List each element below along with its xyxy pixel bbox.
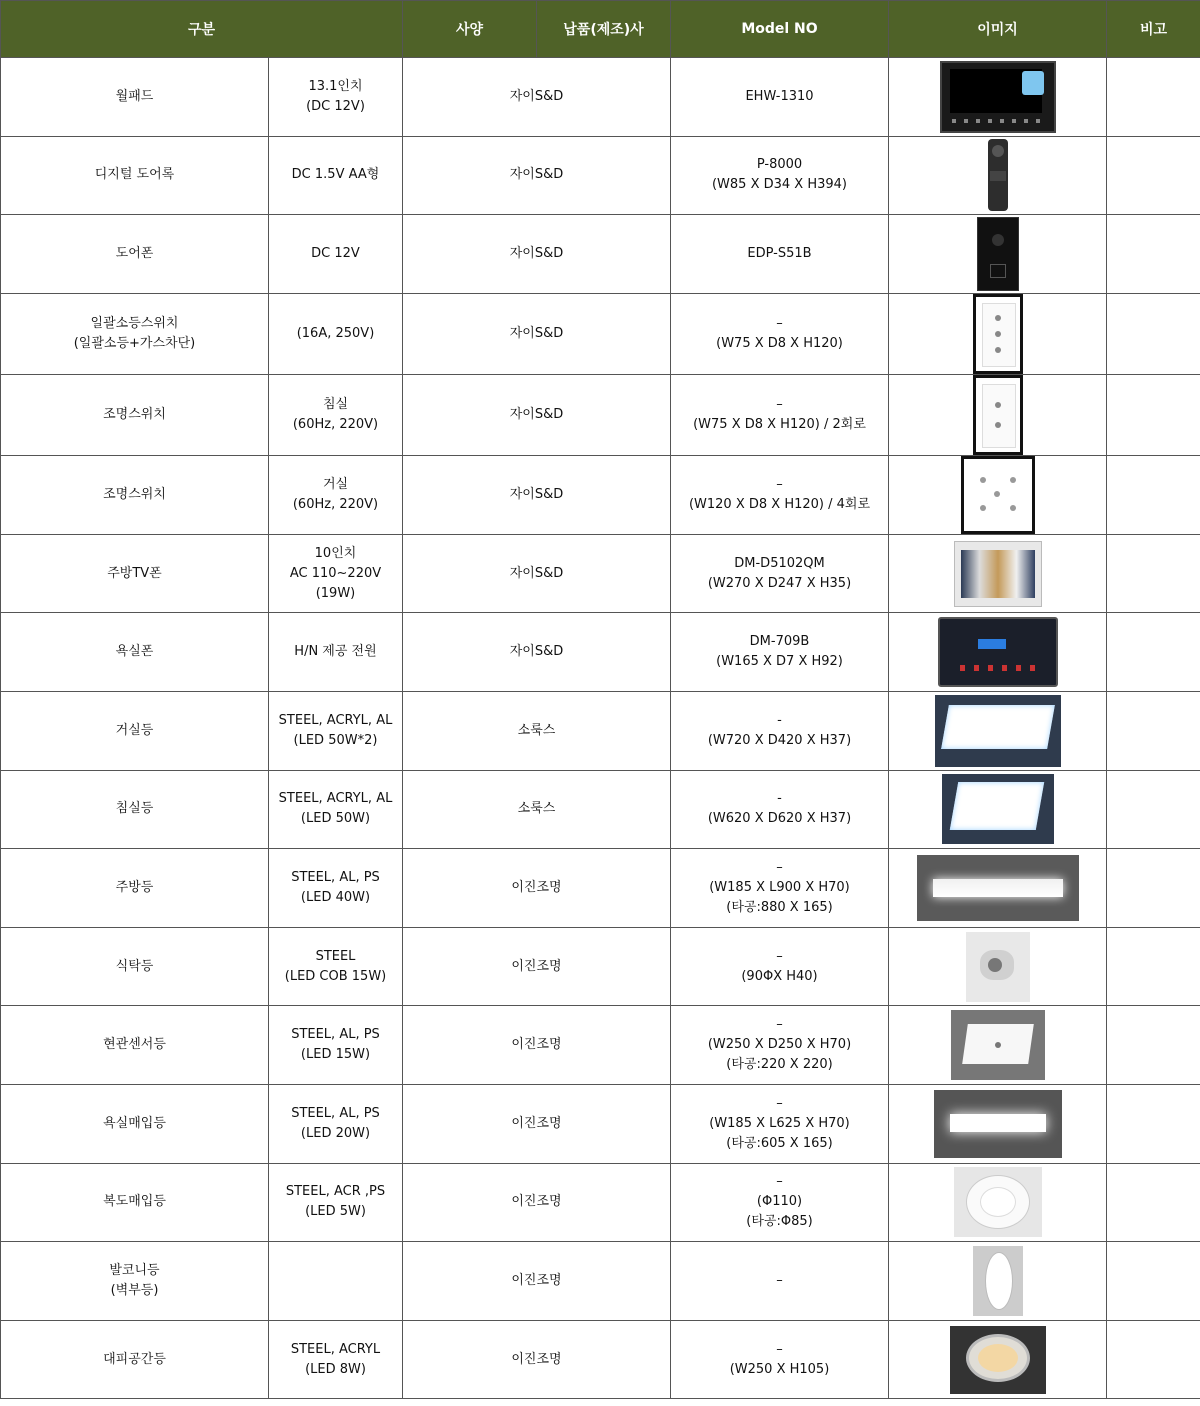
table-row xyxy=(1,534,1200,613)
image-cell xyxy=(889,455,1107,534)
category-cell-line: 복도매입등 xyxy=(103,1194,166,1210)
model-cell-line: – xyxy=(776,1017,783,1033)
category-cell xyxy=(1,927,269,1006)
model-cell xyxy=(671,1006,889,1085)
supplier-cell: 이진조명 xyxy=(403,849,671,928)
model-cell xyxy=(671,534,889,613)
supplier-cell: 자이S&D xyxy=(403,455,671,534)
model-cell-line: – xyxy=(776,948,783,964)
note-cell xyxy=(1107,374,1200,455)
category-cell xyxy=(1,613,269,692)
spec-cell-line: 10인치 xyxy=(314,545,357,561)
model-cell-line: (W185 X L625 X H70) xyxy=(709,1115,850,1131)
kitchen-tv-phone-image xyxy=(954,541,1042,607)
spec-cell-line: STEEL, ACRYL, AL xyxy=(278,791,393,807)
table-row xyxy=(1,1320,1200,1399)
living-room-light-image xyxy=(935,695,1061,767)
category-cell xyxy=(1,1242,269,1321)
spec-cell xyxy=(269,1084,403,1163)
spec-cell-line: (LED 5W) xyxy=(305,1204,366,1220)
spec-cell-line: STEEL, ACRYL, AL xyxy=(278,712,393,728)
header-image: 이미지 xyxy=(889,1,1107,58)
model-cell-line: (타공:605 X 165) xyxy=(726,1135,833,1151)
table-row xyxy=(1,455,1200,534)
spec-cell xyxy=(269,927,403,1006)
supplier-cell: 이진조명 xyxy=(403,1006,671,1085)
model-cell xyxy=(671,849,889,928)
spec-cell-line: (60Hz, 220V) xyxy=(292,416,379,432)
table-header-row xyxy=(1,1,1200,58)
category-cell-line: 조명스위치 xyxy=(103,406,166,422)
category-cell-line: 대피공간등 xyxy=(103,1351,166,1367)
bathroom-recessed-light-image xyxy=(934,1090,1062,1158)
note-cell xyxy=(1107,1163,1200,1242)
note-cell xyxy=(1107,1320,1200,1399)
model-cell-line: (W75 X D8 X H120) / 2회로 xyxy=(693,416,866,432)
model-cell xyxy=(671,58,889,137)
spec-cell xyxy=(269,215,403,294)
light-switch-4gang-image xyxy=(961,456,1035,534)
table-row xyxy=(1,1242,1200,1321)
supplier-cell: 이진조명 xyxy=(403,1320,671,1399)
spec-cell-line: (DC 12V) xyxy=(306,98,365,114)
category-cell xyxy=(1,374,269,455)
wallpad-image xyxy=(940,61,1056,133)
table-row xyxy=(1,58,1200,137)
table-row xyxy=(1,1006,1200,1085)
note-cell xyxy=(1107,1006,1200,1085)
image-cell xyxy=(889,215,1107,294)
model-cell-line: – xyxy=(776,1174,783,1190)
table-row xyxy=(1,691,1200,770)
supplier-cell: 소룩스 xyxy=(403,691,671,770)
table-row xyxy=(1,1084,1200,1163)
model-cell xyxy=(671,1320,889,1399)
evacuation-space-light-image xyxy=(950,1326,1046,1394)
model-cell xyxy=(671,293,889,374)
spec-cell-line: (LED COB 15W) xyxy=(284,968,387,984)
model-cell xyxy=(671,1163,889,1242)
spec-cell-line: STEEL, AL, PS xyxy=(291,1105,380,1121)
category-cell xyxy=(1,1320,269,1399)
supplier-cell: 이진조명 xyxy=(403,1242,671,1321)
table-row xyxy=(1,1163,1200,1242)
note-cell xyxy=(1107,849,1200,928)
category-cell-line: 조명스위치 xyxy=(103,486,166,502)
model-cell-line: (W85 X D34 X H394) xyxy=(711,177,848,193)
header-note: 비고 xyxy=(1107,1,1200,58)
model-cell-line: - xyxy=(777,712,782,728)
header-category: 구분 xyxy=(1,1,403,58)
spec-cell-line: 침실 xyxy=(322,396,349,412)
model-cell-line: (W250 X D250 X H70) xyxy=(707,1037,852,1053)
category-cell-line: (일괄소등+가스차단) xyxy=(73,335,196,351)
category-cell-line: (벽부등) xyxy=(110,1282,159,1298)
model-cell xyxy=(671,374,889,455)
header-spec: 사양 xyxy=(403,1,537,58)
supplier-cell: 자이S&D xyxy=(403,58,671,137)
spec-cell-line: STEEL, ACR ,PS xyxy=(285,1184,386,1200)
image-cell xyxy=(889,534,1107,613)
hallway-downlight-image xyxy=(954,1167,1042,1237)
category-cell-line: 발코니등 xyxy=(109,1262,160,1278)
header-model: Model NO xyxy=(671,1,889,58)
model-cell xyxy=(671,691,889,770)
note-cell xyxy=(1107,136,1200,215)
spec-cell-line: 13.1인치 xyxy=(308,78,363,94)
category-cell-line: 주방TV폰 xyxy=(107,565,162,581)
spec-cell-line: (LED 40W) xyxy=(300,889,371,905)
model-cell xyxy=(671,215,889,294)
spec-cell-line: (19W) xyxy=(315,585,356,601)
image-cell xyxy=(889,1163,1107,1242)
category-cell-line: 현관센서등 xyxy=(103,1037,166,1053)
spec-cell-line: (LED 20W) xyxy=(300,1125,371,1141)
spec-cell-line: (LED 8W) xyxy=(305,1361,366,1377)
spec-cell-line: STEEL, AL, PS xyxy=(291,869,380,885)
table-row xyxy=(1,215,1200,294)
model-cell-line: DM-709B xyxy=(749,634,810,650)
spec-cell-line: DC 12V xyxy=(311,245,360,261)
image-cell xyxy=(889,1084,1107,1163)
image-cell xyxy=(889,1320,1107,1399)
spec-cell xyxy=(269,293,403,374)
supplier-cell: 이진조명 xyxy=(403,927,671,1006)
category-cell xyxy=(1,1084,269,1163)
model-cell xyxy=(671,1242,889,1321)
model-cell-line: EHW-1310 xyxy=(745,88,814,104)
category-cell xyxy=(1,849,269,928)
spec-cell xyxy=(269,58,403,137)
model-cell-line: (타공:880 X 165) xyxy=(726,899,833,915)
model-cell-line: – xyxy=(776,1341,783,1357)
category-cell xyxy=(1,534,269,613)
model-cell xyxy=(671,770,889,849)
table-row xyxy=(1,613,1200,692)
model-cell xyxy=(671,455,889,534)
model-cell-line: (90ΦX H40) xyxy=(741,968,818,984)
category-cell xyxy=(1,136,269,215)
spec-cell-line: STEEL xyxy=(315,948,356,964)
spec-cell xyxy=(269,1163,403,1242)
spec-cell xyxy=(269,534,403,613)
model-cell-line: (W270 X D247 X H35) xyxy=(707,575,852,591)
category-cell-line: 월패드 xyxy=(115,88,154,104)
supplier-cell: 자이S&D xyxy=(403,613,671,692)
category-cell-line: 침실등 xyxy=(115,801,154,817)
image-cell xyxy=(889,58,1107,137)
category-cell xyxy=(1,1163,269,1242)
image-cell xyxy=(889,613,1107,692)
model-cell-line: (W250 X H105) xyxy=(729,1361,830,1377)
note-cell xyxy=(1107,58,1200,137)
note-cell xyxy=(1107,927,1200,1006)
image-cell xyxy=(889,293,1107,374)
table-row xyxy=(1,770,1200,849)
spec-cell xyxy=(269,691,403,770)
note-cell xyxy=(1107,691,1200,770)
image-cell xyxy=(889,927,1107,1006)
spec-cell xyxy=(269,136,403,215)
spec-cell xyxy=(269,849,403,928)
model-cell-line: – xyxy=(776,476,783,492)
spec-cell xyxy=(269,1006,403,1085)
spec-cell xyxy=(269,613,403,692)
dining-light-image xyxy=(966,932,1030,1002)
category-cell-line: 주방등 xyxy=(115,879,154,895)
model-cell-line: P-8000 xyxy=(756,157,803,173)
model-cell-line: – xyxy=(776,1095,783,1111)
category-cell xyxy=(1,58,269,137)
spec-cell-line: 거실 xyxy=(322,476,349,492)
spec-cell xyxy=(269,1242,403,1321)
model-cell-line: – xyxy=(776,859,783,875)
note-cell xyxy=(1107,455,1200,534)
note-cell xyxy=(1107,613,1200,692)
category-cell-line: 거실등 xyxy=(115,722,154,738)
spec-cell xyxy=(269,455,403,534)
image-cell xyxy=(889,849,1107,928)
model-cell-line: DM-D5102QM xyxy=(734,555,825,571)
spec-cell xyxy=(269,374,403,455)
model-cell-line: (W185 X L900 X H70) xyxy=(709,879,850,895)
balcony-wall-light-image xyxy=(973,1246,1023,1316)
model-cell-line: (W120 X D8 X H120) / 4회로 xyxy=(688,496,871,512)
model-cell xyxy=(671,136,889,215)
note-cell xyxy=(1107,215,1200,294)
spec-cell-line: STEEL, ACRYL xyxy=(290,1341,381,1357)
door-lock-image xyxy=(988,139,1008,211)
model-cell-line: – xyxy=(776,396,783,412)
spec-cell-line: (60Hz, 220V) xyxy=(292,496,379,512)
table-row xyxy=(1,849,1200,928)
table-row xyxy=(1,293,1200,374)
note-cell xyxy=(1107,1084,1200,1163)
model-cell-line: (W75 X D8 X H120) xyxy=(716,335,843,351)
category-cell xyxy=(1,455,269,534)
model-cell-line: EDP-S51B xyxy=(747,245,812,261)
supplier-cell: 자이S&D xyxy=(403,136,671,215)
spec-cell-line: STEEL, AL, PS xyxy=(291,1027,380,1043)
model-cell xyxy=(671,1084,889,1163)
model-cell-line: (타공:Φ85) xyxy=(746,1214,813,1230)
category-cell-line: 식탁등 xyxy=(115,958,154,974)
supplier-cell: 소룩스 xyxy=(403,770,671,849)
image-cell xyxy=(889,1242,1107,1321)
table-row xyxy=(1,374,1200,455)
spec-cell-line: AC 110~220V xyxy=(289,565,382,581)
bathroom-phone-image xyxy=(938,617,1058,687)
spec-cell xyxy=(269,770,403,849)
category-cell-line: 일괄소등스위치 xyxy=(90,315,179,331)
table-row xyxy=(1,927,1200,1006)
spec-cell-line: H/N 제공 전원 xyxy=(294,644,377,660)
category-cell xyxy=(1,293,269,374)
image-cell xyxy=(889,374,1107,455)
image-cell xyxy=(889,1006,1107,1085)
spec-cell-line: (LED 50W) xyxy=(300,811,371,827)
image-cell xyxy=(889,691,1107,770)
bedroom-light-image xyxy=(942,774,1054,844)
light-switch-2gang-image xyxy=(973,375,1023,455)
category-cell-line: 욕실폰 xyxy=(115,644,154,660)
spec-cell-line: DC 1.5V AA형 xyxy=(291,167,380,183)
model-cell-line: – xyxy=(776,315,783,331)
spec-cell-line: (LED 15W) xyxy=(300,1047,371,1063)
category-cell-line: 디지털 도어록 xyxy=(94,167,175,183)
door-phone-image xyxy=(977,217,1019,291)
supplier-cell: 이진조명 xyxy=(403,1163,671,1242)
model-cell xyxy=(671,927,889,1006)
category-cell-line: 도어폰 xyxy=(115,245,154,261)
model-cell-line: (타공:220 X 220) xyxy=(726,1057,833,1073)
image-cell xyxy=(889,136,1107,215)
category-cell xyxy=(1,215,269,294)
entrance-sensor-light-image xyxy=(951,1010,1045,1080)
category-cell-line: 욕실매입등 xyxy=(103,1115,166,1131)
model-cell xyxy=(671,613,889,692)
supplier-cell: 자이S&D xyxy=(403,534,671,613)
model-cell-line: (Φ110) xyxy=(756,1194,803,1210)
model-cell-line: - xyxy=(777,791,782,807)
model-cell-line: (W720 X D420 X H37) xyxy=(707,732,852,748)
header-supplier: 납품(제조)사 xyxy=(537,1,671,58)
category-cell xyxy=(1,770,269,849)
note-cell xyxy=(1107,770,1200,849)
spec-cell-line: (LED 50W*2) xyxy=(293,732,378,748)
supplier-cell: 이진조명 xyxy=(403,1084,671,1163)
supplier-cell: 자이S&D xyxy=(403,374,671,455)
table-row xyxy=(1,136,1200,215)
kitchen-light-image xyxy=(917,855,1079,921)
supplier-cell: 자이S&D xyxy=(403,293,671,374)
note-cell xyxy=(1107,293,1200,374)
category-cell xyxy=(1,691,269,770)
spec-cell-line: (16A, 250V) xyxy=(296,325,375,341)
model-cell-line: (W620 X D620 X H37) xyxy=(707,811,852,827)
category-cell xyxy=(1,1006,269,1085)
supplier-cell: 자이S&D xyxy=(403,215,671,294)
model-cell-line: – xyxy=(776,1272,783,1288)
model-cell-line: (W165 X D7 X H92) xyxy=(716,654,843,670)
spec-cell xyxy=(269,1320,403,1399)
image-cell xyxy=(889,770,1107,849)
note-cell xyxy=(1107,534,1200,613)
master-switch-image xyxy=(973,294,1023,374)
note-cell xyxy=(1107,1242,1200,1321)
